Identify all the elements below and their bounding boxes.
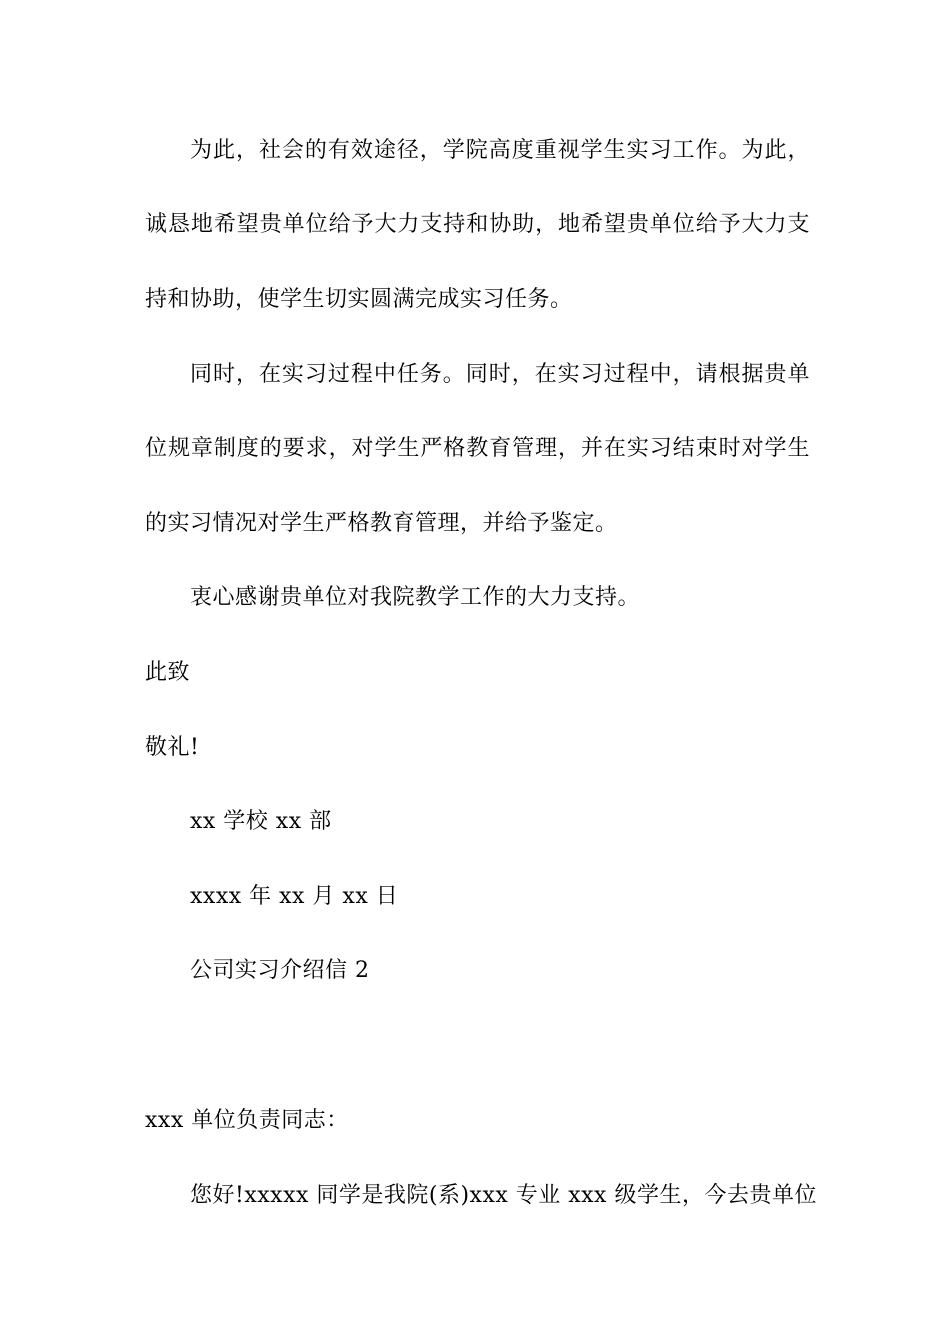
salutation: xxx 单位负责同志： [145, 1108, 349, 1133]
paragraph-2-line-3: 的实习情况对学生严格教育管理，并给予鉴定。 [145, 511, 618, 536]
paragraph-3: 衷心感谢贵单位对我院教学工作的大力支持。 [190, 585, 641, 610]
closing-line-2: 敬礼! [145, 735, 200, 760]
paragraph-2-line-1: 同时，在实习过程中任务。同时，在实习过程中，请根据贵单 [190, 362, 810, 387]
section-title: 公司实习介绍信 2 [190, 958, 370, 983]
signature-date: xxxx 年 xx 月 xx 日 [190, 884, 399, 909]
paragraph-1-line-2: 诚恳地希望贵单位给予大力支持和协助，地希望贵单位给予大力支 [145, 212, 810, 237]
closing-line-1: 此致 [145, 660, 191, 685]
paragraph-1-line-1: 为此，社会的有效途径，学院高度重视学生实习工作。为此， [190, 138, 810, 163]
paragraph-1-line-3: 持和协助，使学生切实圆满完成实习任务。 [145, 287, 573, 312]
paragraph-2-line-2: 位规章制度的要求，对学生严格教育管理，并在实习结束时对学生 [145, 436, 810, 461]
paragraph-4-line-1: 您好!xxxxx 同学是我院(系)xxx 专业 xxx 级学生，今去贵单位 [190, 1183, 817, 1208]
signature-organization: xx 学校 xx 部 [190, 809, 332, 834]
